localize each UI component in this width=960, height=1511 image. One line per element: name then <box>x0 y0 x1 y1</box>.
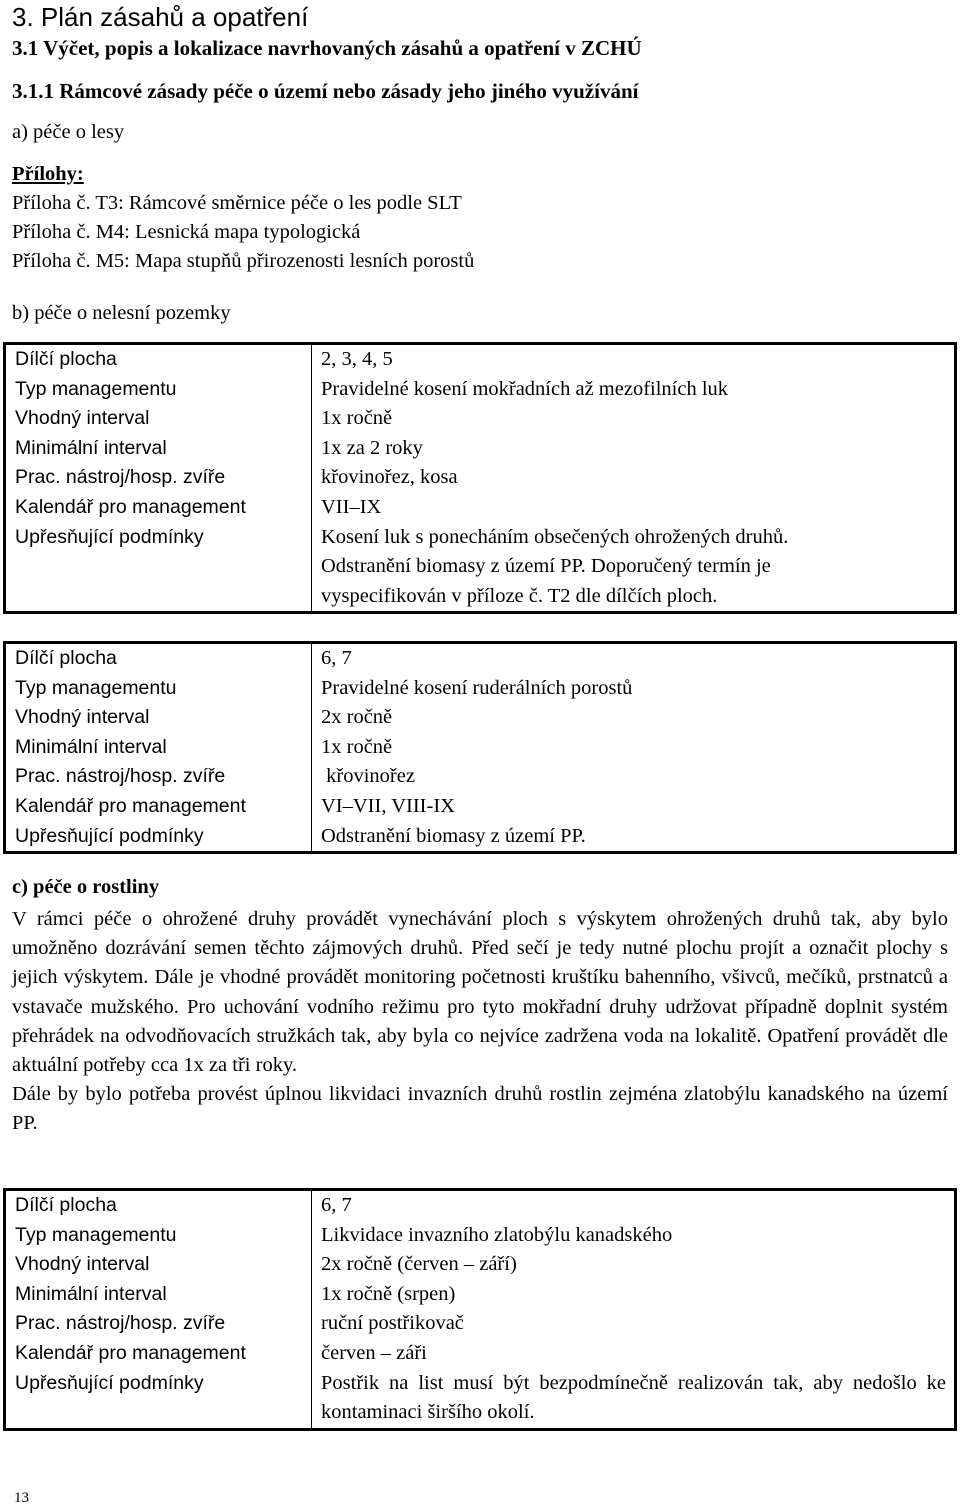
label-calendar: Kalendář pro management <box>5 493 312 523</box>
value-tools: ruční postřikovač <box>321 1312 464 1335</box>
table-row <box>5 1369 956 1430</box>
value-conditions <box>312 523 956 613</box>
value-conditions: Odstranění biomasy z území PP. <box>321 824 586 847</box>
value-interval: 1x ročně <box>321 407 393 430</box>
label-calendar: Kalendář pro management <box>5 792 312 822</box>
table-row <box>5 1190 956 1221</box>
attachment-item: Příloha č. M5: Mapa stupňů přirozenosti lesních porostů <box>12 250 475 272</box>
table-row <box>5 434 956 464</box>
label-tools: Prac. nástroj/hosp. zvíře <box>5 762 312 792</box>
conditions-line: Odstranění biomasy z území PP. Doporučený termín je <box>321 555 771 578</box>
table-row <box>5 762 956 792</box>
value-calendar: VII–IX <box>321 495 382 518</box>
label-conditions: Upřesňující podmínky <box>5 523 312 613</box>
label-interval: Vhodný interval <box>5 703 312 733</box>
section-heading-3-1-1: 3.1.1 Rámcové zásady péče o území nebo zásady jeho jiného využívání <box>12 79 639 103</box>
table-row <box>5 703 956 733</box>
value-calendar: červen – záři <box>321 1341 427 1364</box>
label-type: Typ managementu <box>5 674 312 704</box>
label-tools: Prac. nástroj/hosp. zvíře <box>5 1309 312 1339</box>
value-conditions: Postřik na list musí být bezpodmínečně realizován tak, aby nedošlo ke kontaminaci širšího okolí. <box>321 1371 946 1424</box>
label-interval: Vhodný interval <box>5 404 312 434</box>
body-text <box>12 905 948 1139</box>
table-row <box>5 822 956 853</box>
value-calendar: VI–VII, VIII-IX <box>321 794 455 817</box>
table-row <box>5 674 956 704</box>
value-type: Pravidelné kosení ruderálních porostů <box>321 676 633 699</box>
label-area: Dílčí plocha <box>5 643 312 674</box>
attachments-title: Přílohy: <box>12 163 84 185</box>
label-conditions: Upřesňující podmínky <box>5 822 312 853</box>
value-type: Pravidelné kosení mokřadních až mezofilních luk <box>321 377 729 400</box>
paragraph: Dále by bylo potřeba provést úplnou likvidaci invazních druhů rostlin zejména zlatobýlu kanadského na území PP. <box>12 1083 948 1135</box>
table-row <box>5 463 956 493</box>
label-type: Typ managementu <box>5 1221 312 1251</box>
value-min-interval: 1x ročně <box>321 735 393 758</box>
value-tools: křovinořez <box>321 765 415 788</box>
subheading-nonforest-care: b) péče o nelesní pozemky <box>12 302 231 324</box>
label-type: Typ managementu <box>5 375 312 405</box>
table-row <box>5 1221 956 1251</box>
page-number: 13 <box>14 1490 29 1506</box>
management-table-1 <box>3 342 957 614</box>
label-interval: Vhodný interval <box>5 1250 312 1280</box>
label-tools: Prac. nástroj/hosp. zvíře <box>5 463 312 493</box>
value-tools: křovinořez, kosa <box>321 466 458 489</box>
table-row <box>5 733 956 763</box>
subheading-forest-care: a) péče o lesy <box>12 121 125 143</box>
paragraph: V rámci péče o ohrožené druhy provádět vynechávání ploch s výskytem ohrožených druhů tak, aby bylo umožněno dozrávání semen těchto zájmových druhů. Před sečí je tedy nutné plochu projít a označit plochy s jejich výskytem. Dále je vhodné provádět monitoring početnosti kruštíku bahenního, všivců, mečíků, prstnatců a vstavače mužského. Pro uchování vodního režimu pro tyto mokřadní druhy udržovat případně doplnit systém přehrádek na odvodňovacích stružkách tak, aby byla co nejvíce zadržena voda na lokalitě. Opatření provádět dle aktuální potřeby cca 1x za tři roky. <box>12 908 948 1077</box>
table-row <box>5 1309 956 1339</box>
attachment-item: Příloha č. M4: Lesnická mapa typologická <box>12 221 361 243</box>
label-conditions: Upřesňující podmínky <box>5 1369 312 1430</box>
table-row <box>5 344 956 375</box>
value-area: 2, 3, 4, 5 <box>321 348 393 370</box>
table-row <box>5 493 956 523</box>
table-row <box>5 1339 956 1369</box>
table-row <box>5 375 956 405</box>
table-row <box>5 404 956 434</box>
label-min-interval: Minimální interval <box>5 434 312 464</box>
value-min-interval: 1x za 2 roky <box>321 436 423 459</box>
label-min-interval: Minimální interval <box>5 733 312 763</box>
conditions-line: vyspecifikován v příloze č. T2 dle dílčích ploch. <box>321 584 718 607</box>
label-area: Dílčí plocha <box>5 1190 312 1221</box>
value-min-interval: 1x ročně (srpen) <box>321 1282 456 1305</box>
value-interval: 2x ročně <box>321 706 393 729</box>
table-row <box>5 1250 956 1280</box>
management-table-2 <box>3 641 957 854</box>
table-row <box>5 1280 956 1310</box>
table-row <box>5 792 956 822</box>
value-area: 6, 7 <box>321 1194 352 1216</box>
label-min-interval: Minimální interval <box>5 1280 312 1310</box>
label-calendar: Kalendář pro management <box>5 1339 312 1369</box>
subheading-plant-care: c) péče o rostliny <box>12 876 160 898</box>
value-interval: 2x ročně (červen – září) <box>321 1253 517 1276</box>
section-heading-3-1: 3.1 Výčet, popis a lokalizace navrhovaných zásahů a opatření v ZCHÚ <box>12 36 642 60</box>
label-area: Dílčí plocha <box>5 344 312 375</box>
page-title: 3. Plán zásahů a opatření <box>12 2 309 32</box>
management-table-3 <box>3 1188 957 1431</box>
table-row <box>5 523 956 613</box>
conditions-line: Kosení luk s ponecháním obsečených ohrožených druhů. <box>321 525 789 548</box>
table-row <box>5 643 956 674</box>
value-area: 6, 7 <box>321 647 352 669</box>
attachment-item: Příloha č. T3: Rámcové směrnice péče o les podle SLT <box>12 192 462 214</box>
value-type: Likvidace invazního zlatobýlu kanadského <box>321 1223 673 1246</box>
